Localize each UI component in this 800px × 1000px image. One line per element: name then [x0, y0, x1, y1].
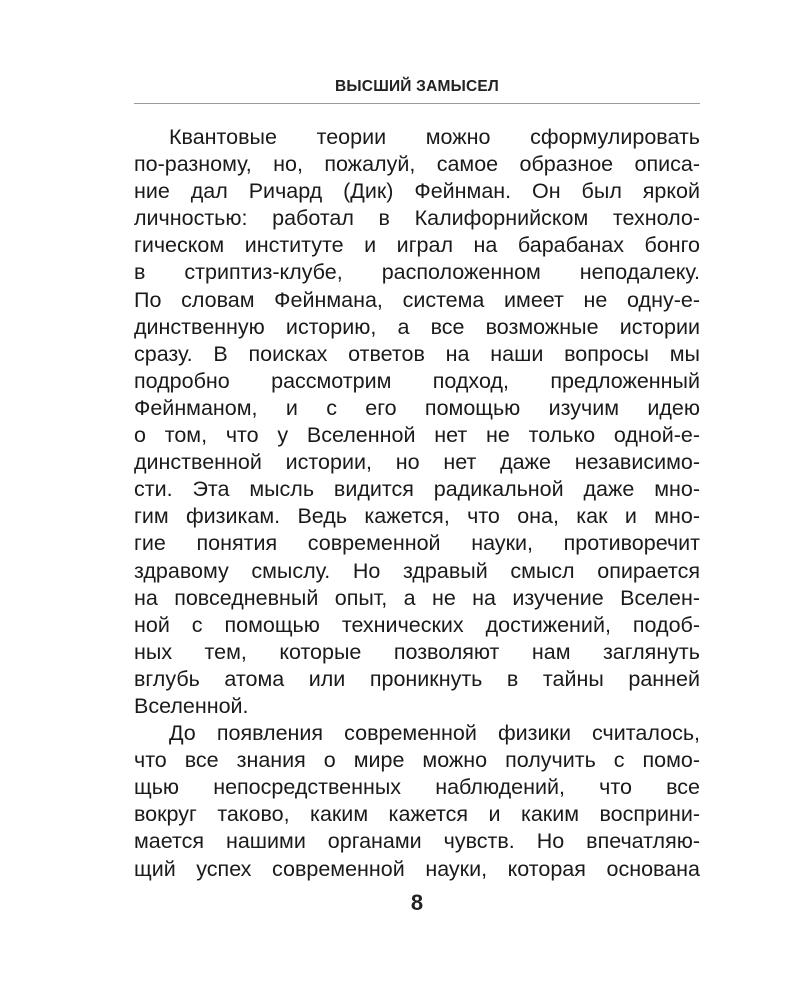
text-line: подробно рассмотрим подход, предложенный — [134, 368, 700, 393]
text-line: До появления современной физики считалось, — [169, 721, 700, 746]
text-line: вглубь атома или проникнуть в тайны ранней — [134, 666, 700, 691]
text-line: динственную историю, а все возможные истории — [134, 314, 700, 339]
text-line: ных тем, которые позволяют нам заглянуть — [134, 639, 700, 664]
text-line: Фейнманом, и с его помощью изучим идею — [134, 395, 700, 420]
header-divider — [134, 103, 700, 104]
text-line: здравому смыслу. Но здравый смысл опирается — [134, 558, 700, 583]
page-number: 8 — [410, 890, 424, 915]
text-line: личностью: работал в Калифорнийском техноло- — [134, 206, 700, 231]
text-line: в стриптиз-клубе, расположенном неподалеку. — [134, 260, 700, 285]
text-line: щий успех современной науки, которая основана — [134, 856, 700, 881]
text-line: Вселенной. — [134, 693, 249, 718]
text-line: мается нашими органами чувств. Но впечатляю- — [134, 829, 700, 854]
text-line: щью непосредственных наблюдений, что все — [134, 775, 700, 800]
text-line: на повседневный опыт, а не на изучение Вселен- — [134, 585, 700, 610]
text-line: что все знания о мире можно получить с помо- — [134, 748, 700, 773]
text-line: по-разному, но, пожалуй, самое образное описа- — [134, 152, 700, 177]
text-line: Квантовые теории можно сформулировать — [169, 125, 700, 149]
text-line: гим физикам. Ведь кажется, что она, как и мно- — [134, 504, 700, 529]
text-line: вокруг таково, каким кажется и каким восприни- — [134, 802, 700, 827]
text-line: сти. Эта мысль видится радикальной даже мно- — [134, 477, 700, 502]
running-head-title: ВЫСШИЙ ЗАМЫСЕЛ — [335, 78, 499, 95]
text-line: о том, что у Вселенной нет не только одной-е- — [134, 423, 700, 448]
text-line: гие понятия современной науки, противоречит — [134, 531, 700, 556]
text-line: ной с помощью технических достижений, подоб- — [134, 612, 700, 637]
text-line: По словам Фейнмана, система имеет не одну-е- — [134, 287, 700, 312]
text-line: сразу. В поисках ответов на наши вопросы мы — [134, 341, 700, 366]
text-line: ние дал Ричард (Дик) Фейнман. Он был яркой — [134, 179, 700, 204]
text-line: гическом институте и играл на барабанах бонго — [134, 233, 700, 258]
body-text — [134, 124, 700, 883]
text-line: динственной истории, но нет даже независимо- — [134, 450, 700, 475]
